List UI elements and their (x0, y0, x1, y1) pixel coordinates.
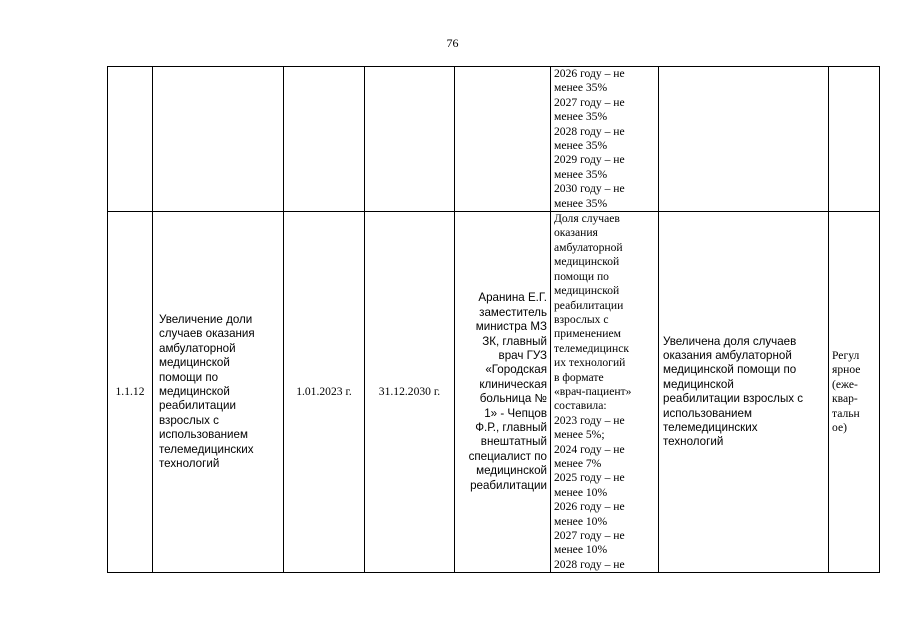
table-row (108, 67, 880, 212)
type-cell: Регул ярное (еже- квар- тальн ое) (829, 212, 880, 573)
end-date-cell (365, 67, 455, 212)
measure-name-cell (153, 67, 284, 212)
responsible-cell: Аранина Е.Г. заместитель министра МЗ ЗК, главный врач ГУЗ «Городская клиническая больница № 1» - Чепцов Ф.Р., главный внештатный специалист по медицинской реабилитации (455, 212, 551, 573)
row-number-cell (108, 67, 153, 212)
indicator-cell: Доля случаев оказания амбулаторной медицинской помощи по медицинской реабилитации взрослых с применением телемедицинск их технологий в формате «врач-пациент» составила: 2023 году – не менее 5%; 2024 году – не менее 7% 2025 году – не менее 10% 2026 году – не менее 10% 2027 году – не менее 10% 2028 году – не (551, 212, 659, 573)
start-date-cell (284, 67, 365, 212)
row-number-cell: 1.1.12 (108, 212, 153, 573)
result-cell: Увеличена доля случаев оказания амбулаторной медицинской помощи по медицинской реабилитации взрослых с использованием телемедицинских технологий (659, 212, 829, 573)
type-cell (829, 67, 880, 212)
end-date-cell: 31.12.2030 г. (365, 212, 455, 573)
plan-table (107, 66, 880, 573)
table-row (108, 212, 880, 573)
indicator-cell: 2026 году – не менее 35% 2027 году – не менее 35% 2028 году – не менее 35% 2029 году – не менее 35% 2030 году – не менее 35% (551, 67, 659, 212)
result-cell (659, 67, 829, 212)
responsible-cell (455, 67, 551, 212)
page-number: 76 (446, 36, 459, 50)
measure-name-cell: Увеличение доли случаев оказания амбулаторной медицинской помощи по медицинской реабилитации взрослых с использованием телемедицинских технологий (153, 212, 284, 573)
start-date-cell: 1.01.2023 г. (284, 212, 365, 573)
